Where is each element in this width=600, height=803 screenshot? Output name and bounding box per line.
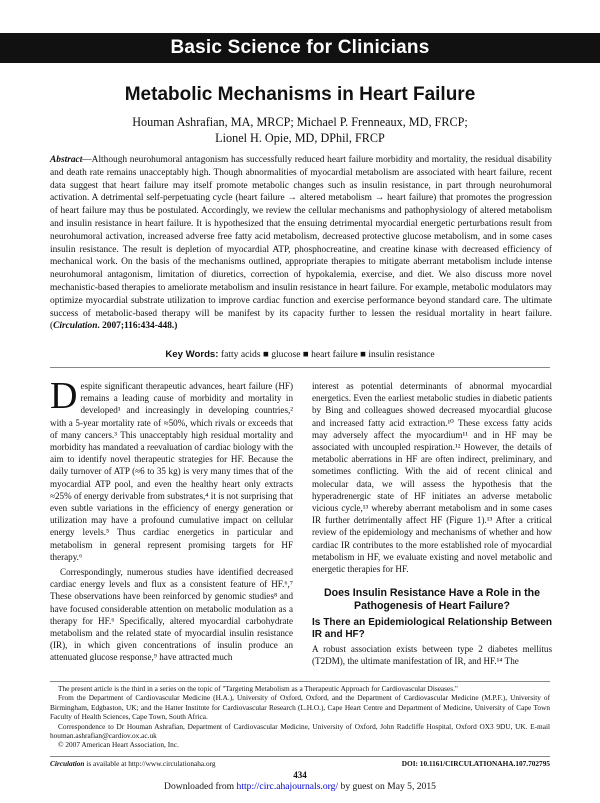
page-footer xyxy=(50,759,550,768)
download-prefix: Downloaded from xyxy=(164,781,237,792)
section-banner xyxy=(0,33,600,63)
availability-note xyxy=(50,759,216,768)
footnote: © 2007 American Heart Association, Inc. xyxy=(58,740,179,750)
footnote: The present article is the third in a series on the topic of "Targeting Metabolism as a Therapeutic Approach for Cardiovascular Diseases." xyxy=(58,684,458,693)
abstract xyxy=(50,154,552,333)
download-note xyxy=(0,781,600,792)
body-paragraph: A robust association exists between type 2 diabetes mellitus (T2DM), the ultimate manifestation of IR, and HF.¹⁴ The xyxy=(312,644,552,667)
divider xyxy=(50,367,550,368)
keyword-separator: ■ xyxy=(360,349,366,360)
divider xyxy=(50,756,550,757)
doi: DOI: 10.1161/CIRCULATIONAHA.107.702795 xyxy=(401,759,550,768)
author-list xyxy=(0,114,600,146)
banner-text: Basic Science for Clinicians xyxy=(170,37,430,58)
body-paragraph: Correspondingly, numerous studies have identified decreased cardiac energy levels and flux as a consistent feature of HF.⁶,⁷ These observations have been reinforced by genomic studies⁸ and have focused considerable attention on metabolic modulation as a therapy for HF.⁶ Specifically, altered myocardial carbohydrate metabolism and the related state of myocardial insulin resistance (IR), in which given concentrations of insulin produce an attenuated glucose response,⁹ have attracted much xyxy=(50,567,293,663)
footnote: From the Department of Cardiovascular Medicine (H.A.), University of Oxford, Oxford, and the Department of Cardiovascular Medicine (M.P.F.), University of Birmingham, Edgbaston, UK; and the Hatter Institute for Cardiovascular Research (L.H.O.), Cape Heart Centre and Department of Medicine, University of Cape Town Faculty of Health Sciences, Cape Town, South Africa. xyxy=(50,693,550,722)
body-column-left xyxy=(50,375,293,667)
footnote: Correspondence to Dr Houman Ashrafian, Department of Cardiovascular Medicine, University of Oxford, John Radcliffe Hospital, Oxford OX3 9DU, UK. E-mail houman.ashrafian@cardiov.ox.ac.uk xyxy=(50,721,550,741)
keyword-item: insulin resistance xyxy=(368,349,435,360)
footer-journal: Circulation xyxy=(50,759,85,768)
paragraph-text: espite significant therapeutic advances, heart failure (HF) remains a leading cause of morbidity and mortality in developed¹ and increasingly in developing countries,² with a 5-year mortality rate of ≈50%, which rivals or exceeds that of many cancers.³ This unacceptably high residual mortality and morbidity has mandated a reevaluation of cardiac biology with the aim to identify novel therapeutic strategies for HF. Because the daily turnover of ATP (≈6 to 35 kg) is very many times that of the myocardial ATP pool, and even the healthy heart only extracts ≈25% of energy derivable from substrates,⁴ it is not surprising that even subtle variations in the efficiency of energy generation or utilization may have a profound cumulative impact on cellular energy levels.⁵ Thus cardiac energetics in particular and metabolism in general represent promising targets for HF therapy.⁶ xyxy=(50,381,293,562)
section-heading: Does Insulin Resistance Have a Role in the Pathogenesis of Heart Failure? xyxy=(323,587,541,613)
subsection-heading: Is There an Epidemiological Relationship Between IR and HF? xyxy=(312,617,552,641)
page-number: 434 xyxy=(293,770,307,780)
divider xyxy=(50,681,550,682)
keyword-separator: ■ xyxy=(302,349,309,360)
keyword-item: glucose xyxy=(271,349,301,360)
journal-link[interactable]: http://circ.ahajournals.org/ xyxy=(236,781,339,792)
abstract-label: Abstract xyxy=(50,155,83,165)
keywords-label: Key Words: xyxy=(165,349,219,360)
body-paragraph xyxy=(50,375,293,563)
abstract-citation-journal: Circulation xyxy=(53,321,98,332)
abstract-citation-ref: . 2007;116:434-448.) xyxy=(97,321,178,332)
authors-line-1: Houman Ashrafian, MA, MRCP; Michael P. Frenneaux, MD, FRCP; xyxy=(132,115,468,129)
authors-line-2: Lionel H. Opie, MD, DPhil, FRCP xyxy=(215,131,385,145)
download-suffix: by guest on May 5, 2015 xyxy=(338,781,436,792)
abstract-text: —Although neurohumoral antagonism has successfully reduced heart failure morbidity and mortality, the residual disability and death rate remains unacceptably high. Though abnormalities of myocardial metabolism are associated with heart failure, recent data suggest that heart failure may itself promote metabolic changes such as insulin resistance, in part through neurohumoral activation. A detrimental self-perpetuating cycle (heart failure → altered metabolism → heart failure) that promotes the progression of heart failure may thus be postulated. Accordingly, we review the cellular mechanisms and pathophysiology of altered metabolism and insulin resistance in heart failure. It is hypothesized that the ensuing detrimental myocardial energetic perturbations result from neurohumoral activation, increased adverse free fatty acid metabolism, decreased protective glucose metabolism, and in some cases insulin resistance. The result is depletion of myocardial ATP, phosphocreatine, and creatine kinase with decreased efficiency of mechanical work. On the basis of the mechanisms outlined, appropriate therapies to mitigate aberrant metabolism include intense neurohumoral antagonism, limitation of diuretics, correction of hypokalemia, exercise, and diet. We also discuss more novel mechanistic-based therapies to ameliorate metabolism and insulin resistance in heart failure. For example, metabolic modulators may optimize myocardial substrate utilization to improve cardiac function and exercise performance beyond standard care. The ultimate success of metabolic-based therapy will be manifest by its capacity further to lessen the residual mortality in heart failure. ( xyxy=(50,155,552,332)
footnotes xyxy=(50,684,550,750)
body-paragraph: interest as potential determinants of abnormal myocardial energetics. Even the earliest metabolic studies in diabetic patients by Bing and colleagues showed decreased myocardial glucose and increased fatty acid extraction.¹⁰ These excess fatty acids may adversely affect the myocardium¹¹ and in HF may be associated with uncoupled respiration.¹² However, the details of metabolic aberrations in HF are often indirect, preliminary, and sometimes conflicting. With the aid of recent clinical and molecular data, we will assess the hypothesis that the hyperadrenergic state of HF initiates an adverse metabolic vicious cycle,¹³ whereby aberrant metabolism and in some cases IR further detrimentally affect HF (Figure 1).¹³ After a critical review of the epidemiology and mechanisms of whether and how cardiac IR contributes to the more established role of myocardial metabolism in HF, we evaluate existing and novel metabolic and energetic therapies for HF. xyxy=(312,381,552,575)
keywords xyxy=(0,349,600,360)
keyword-separator: ■ xyxy=(262,349,269,360)
keyword-item: fatty acids xyxy=(220,349,261,360)
drop-cap: D xyxy=(50,375,78,417)
keyword-item: heart failure xyxy=(311,349,358,360)
body-column-right xyxy=(312,380,552,671)
footer-availability: is available at http://www.circulationaha.org xyxy=(84,759,216,768)
article-title: Metabolic Mechanisms in Heart Failure xyxy=(124,84,476,105)
